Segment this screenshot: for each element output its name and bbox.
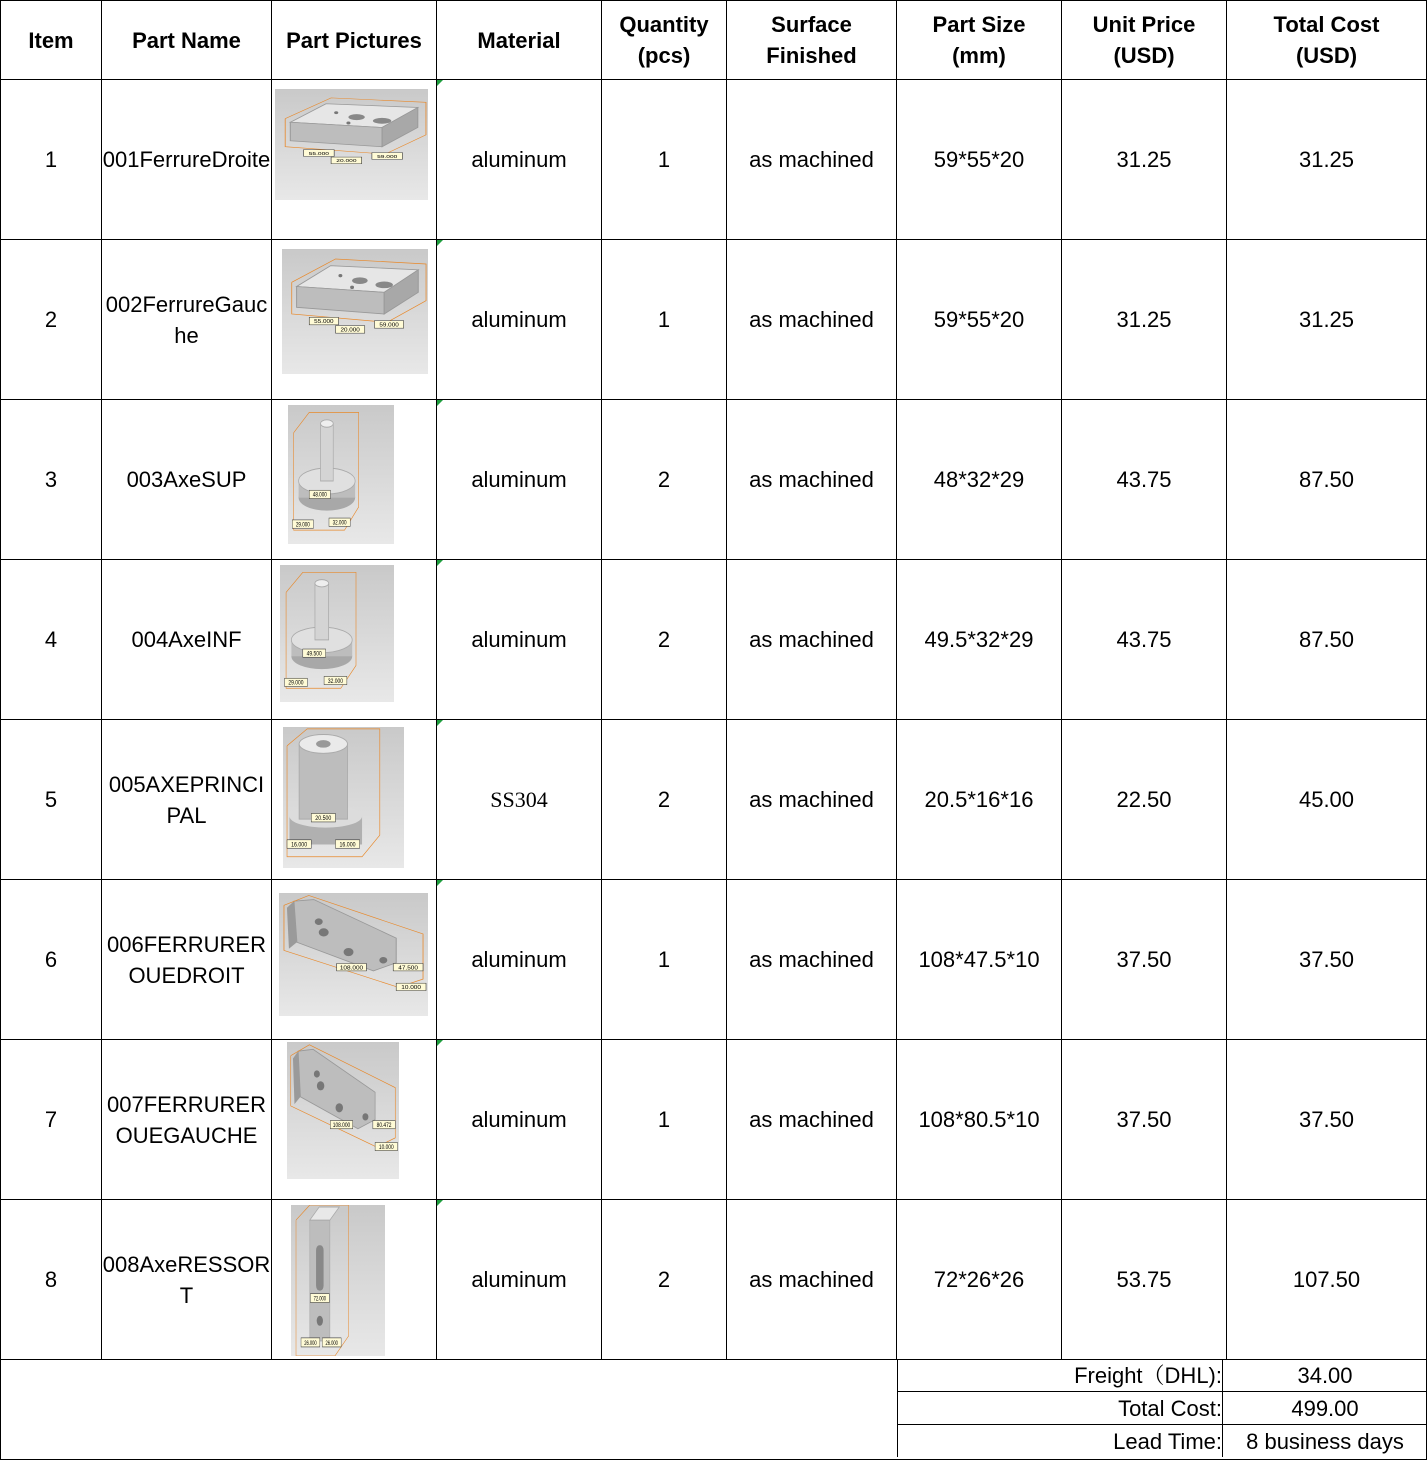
part-size-cell: 20.5*16*16 bbox=[897, 720, 1062, 880]
svg-text:20.000: 20.000 bbox=[336, 158, 357, 164]
bracket-part-icon bbox=[287, 1042, 399, 1179]
table-row bbox=[1, 1040, 1427, 1200]
part-size-cell: 59*55*20 bbox=[897, 80, 1062, 240]
part-size-cell: 108*80.5*10 bbox=[897, 1040, 1062, 1200]
total-cost-cell: 107.50 bbox=[1227, 1200, 1427, 1360]
material-cell: SS304 bbox=[437, 720, 602, 880]
part-picture-cell bbox=[272, 1200, 437, 1360]
material-cell: aluminum bbox=[437, 1200, 602, 1360]
surface-finish-cell: as machined bbox=[727, 80, 897, 240]
part-picture-cell bbox=[272, 720, 437, 880]
total-cost-cell: 31.25 bbox=[1227, 80, 1427, 240]
svg-text:55.000: 55.000 bbox=[314, 319, 334, 326]
svg-text:16.000: 16.000 bbox=[339, 842, 356, 849]
item-cell: 6 bbox=[1, 880, 102, 1040]
svg-text:10.000: 10.000 bbox=[401, 985, 421, 991]
svg-text:26.000: 26.000 bbox=[325, 1340, 338, 1348]
total-cost-cell: 37.50 bbox=[1227, 880, 1427, 1040]
part-name-cell: 007FERRUREROUEGAUCHE bbox=[102, 1040, 272, 1200]
total-cost-cell: 45.00 bbox=[1227, 720, 1427, 880]
rod-part-icon bbox=[291, 1205, 385, 1356]
header-item: Item bbox=[1, 1, 102, 80]
svg-text:26.000: 26.000 bbox=[304, 1340, 317, 1348]
svg-text:108.000: 108.000 bbox=[332, 1122, 351, 1130]
shaft-part-icon bbox=[280, 565, 394, 702]
unit-price-cell: 31.25 bbox=[1062, 240, 1227, 400]
svg-text:29.000: 29.000 bbox=[288, 680, 304, 687]
table-row bbox=[1, 720, 1427, 880]
svg-text:59.000: 59.000 bbox=[377, 154, 398, 160]
header-material: Material bbox=[437, 1, 602, 80]
table-row bbox=[1, 80, 1427, 240]
cylinder-part-icon bbox=[283, 727, 404, 868]
quantity-cell: 1 bbox=[602, 880, 727, 1040]
table-row bbox=[1, 240, 1427, 400]
material-cell: aluminum bbox=[437, 1040, 602, 1200]
part-size-cell: 72*26*26 bbox=[897, 1200, 1062, 1360]
table-row bbox=[1, 880, 1427, 1040]
shaft-part-icon bbox=[288, 405, 394, 544]
svg-text:55.000: 55.000 bbox=[308, 151, 329, 157]
cell-marker-icon bbox=[437, 240, 443, 246]
part-name-cell: 001FerrureDroite bbox=[102, 80, 272, 240]
svg-text:80.472: 80.472 bbox=[376, 1122, 392, 1130]
svg-text:29.000: 29.000 bbox=[295, 521, 310, 529]
part-picture-cell bbox=[272, 240, 437, 400]
freight-label: Freight（DHL): bbox=[898, 1359, 1223, 1391]
total-cost-label: Total Cost: bbox=[898, 1392, 1223, 1424]
material-cell: aluminum bbox=[437, 240, 602, 400]
surface-finish-cell: as machined bbox=[727, 400, 897, 560]
material-cell: aluminum bbox=[437, 80, 602, 240]
part-size-cell: 49.5*32*29 bbox=[897, 560, 1062, 720]
svg-text:32.000: 32.000 bbox=[327, 678, 344, 685]
cell-marker-icon bbox=[437, 880, 443, 886]
header-part-pictures: Part Pictures bbox=[272, 1, 437, 80]
lead-time-value: 8 business days bbox=[1246, 1429, 1404, 1454]
svg-text:20.000: 20.000 bbox=[340, 327, 360, 334]
item-cell: 4 bbox=[1, 560, 102, 720]
item-cell: 3 bbox=[1, 400, 102, 560]
unit-price-cell: 43.75 bbox=[1062, 560, 1227, 720]
lead-time-row bbox=[897, 1425, 1427, 1457]
summary-section bbox=[0, 1359, 1427, 1460]
svg-text:47.500: 47.500 bbox=[398, 965, 418, 972]
part-size-cell: 59*55*20 bbox=[897, 240, 1062, 400]
quantity-cell: 1 bbox=[602, 80, 727, 240]
item-cell: 7 bbox=[1, 1040, 102, 1200]
cell-marker-icon bbox=[437, 1040, 443, 1046]
part-picture-cell bbox=[272, 400, 437, 560]
item-cell: 8 bbox=[1, 1200, 102, 1360]
cell-marker-icon bbox=[437, 560, 443, 566]
plate-part-icon bbox=[275, 89, 428, 200]
svg-text:16.000: 16.000 bbox=[291, 842, 308, 849]
unit-price-cell: 22.50 bbox=[1062, 720, 1227, 880]
svg-text:32.000: 32.000 bbox=[332, 520, 347, 527]
part-name-cell: 008AxeRESSORT bbox=[102, 1200, 272, 1360]
svg-text:48.000: 48.000 bbox=[312, 492, 327, 499]
total-cost-value: 499.00 bbox=[1291, 1396, 1359, 1421]
svg-text:10.000: 10.000 bbox=[378, 1144, 394, 1152]
header-part-name: Part Name bbox=[102, 1, 272, 80]
surface-finish-cell: as machined bbox=[727, 1200, 897, 1360]
table-row bbox=[1, 1200, 1427, 1360]
lead-time-label: Lead Time: bbox=[898, 1425, 1223, 1457]
unit-price-cell: 43.75 bbox=[1062, 400, 1227, 560]
header-unit-price: Unit Price (USD) bbox=[1062, 1, 1227, 80]
header-total-cost: Total Cost (USD) bbox=[1227, 1, 1427, 80]
part-size-cell: 48*32*29 bbox=[897, 400, 1062, 560]
quantity-cell: 2 bbox=[602, 560, 727, 720]
surface-finish-cell: as machined bbox=[727, 240, 897, 400]
unit-price-cell: 37.50 bbox=[1062, 1040, 1227, 1200]
surface-finish-cell: as machined bbox=[727, 1040, 897, 1200]
svg-text:49.500: 49.500 bbox=[306, 651, 322, 658]
header-row bbox=[1, 1, 1427, 80]
quantity-cell: 2 bbox=[602, 720, 727, 880]
header-part-size: Part Size (mm) bbox=[897, 1, 1062, 80]
part-name-cell: 005AXEPRINCIPAL bbox=[102, 720, 272, 880]
cell-marker-icon bbox=[437, 400, 443, 406]
material-cell: aluminum bbox=[437, 560, 602, 720]
item-cell: 1 bbox=[1, 80, 102, 240]
part-size-cell: 108*47.5*10 bbox=[897, 880, 1062, 1040]
part-picture-cell bbox=[272, 1040, 437, 1200]
surface-finish-cell: as machined bbox=[727, 880, 897, 1040]
part-picture-cell bbox=[272, 560, 437, 720]
part-name-cell: 006FERRUREROUEDROIT bbox=[102, 880, 272, 1040]
svg-text:20.500: 20.500 bbox=[315, 815, 332, 823]
freight-value: 34.00 bbox=[1297, 1363, 1353, 1388]
total-cost-cell: 87.50 bbox=[1227, 560, 1427, 720]
cell-marker-icon bbox=[437, 80, 443, 86]
table-row bbox=[1, 400, 1427, 560]
quantity-cell: 2 bbox=[602, 1200, 727, 1360]
freight-row bbox=[897, 1359, 1427, 1392]
header-surface-finished: Surface Finished bbox=[727, 1, 897, 80]
material-cell: aluminum bbox=[437, 400, 602, 560]
svg-text:72.000: 72.000 bbox=[313, 1295, 327, 1304]
quantity-cell: 1 bbox=[602, 1040, 727, 1200]
surface-finish-cell: as machined bbox=[727, 560, 897, 720]
bracket-part-icon bbox=[279, 893, 428, 1016]
quantity-cell: 1 bbox=[602, 240, 727, 400]
part-picture-cell bbox=[272, 880, 437, 1040]
material-cell: aluminum bbox=[437, 880, 602, 1040]
part-picture-cell bbox=[272, 80, 437, 240]
total-cost-cell: 31.25 bbox=[1227, 240, 1427, 400]
surface-finish-cell: as machined bbox=[727, 720, 897, 880]
total-cost-cell: 37.50 bbox=[1227, 1040, 1427, 1200]
table-row bbox=[1, 560, 1427, 720]
svg-text:108.000: 108.000 bbox=[339, 965, 364, 972]
cell-marker-icon bbox=[437, 1200, 443, 1206]
part-name-cell: 004AxeINF bbox=[102, 560, 272, 720]
unit-price-cell: 53.75 bbox=[1062, 1200, 1227, 1360]
header-quantity: Quantity (pcs) bbox=[602, 1, 727, 80]
svg-text:59.000: 59.000 bbox=[379, 322, 399, 329]
quantity-cell: 2 bbox=[602, 400, 727, 560]
total-cost-cell: 87.50 bbox=[1227, 400, 1427, 560]
item-cell: 2 bbox=[1, 240, 102, 400]
item-cell: 5 bbox=[1, 720, 102, 880]
total-cost-row bbox=[897, 1392, 1427, 1425]
part-name-cell: 003AxeSUP bbox=[102, 400, 272, 560]
part-name-cell: 002FerrureGauche bbox=[102, 240, 272, 400]
cell-marker-icon bbox=[437, 720, 443, 726]
unit-price-cell: 31.25 bbox=[1062, 80, 1227, 240]
plate-part-icon bbox=[282, 249, 428, 374]
unit-price-cell: 37.50 bbox=[1062, 880, 1227, 1040]
